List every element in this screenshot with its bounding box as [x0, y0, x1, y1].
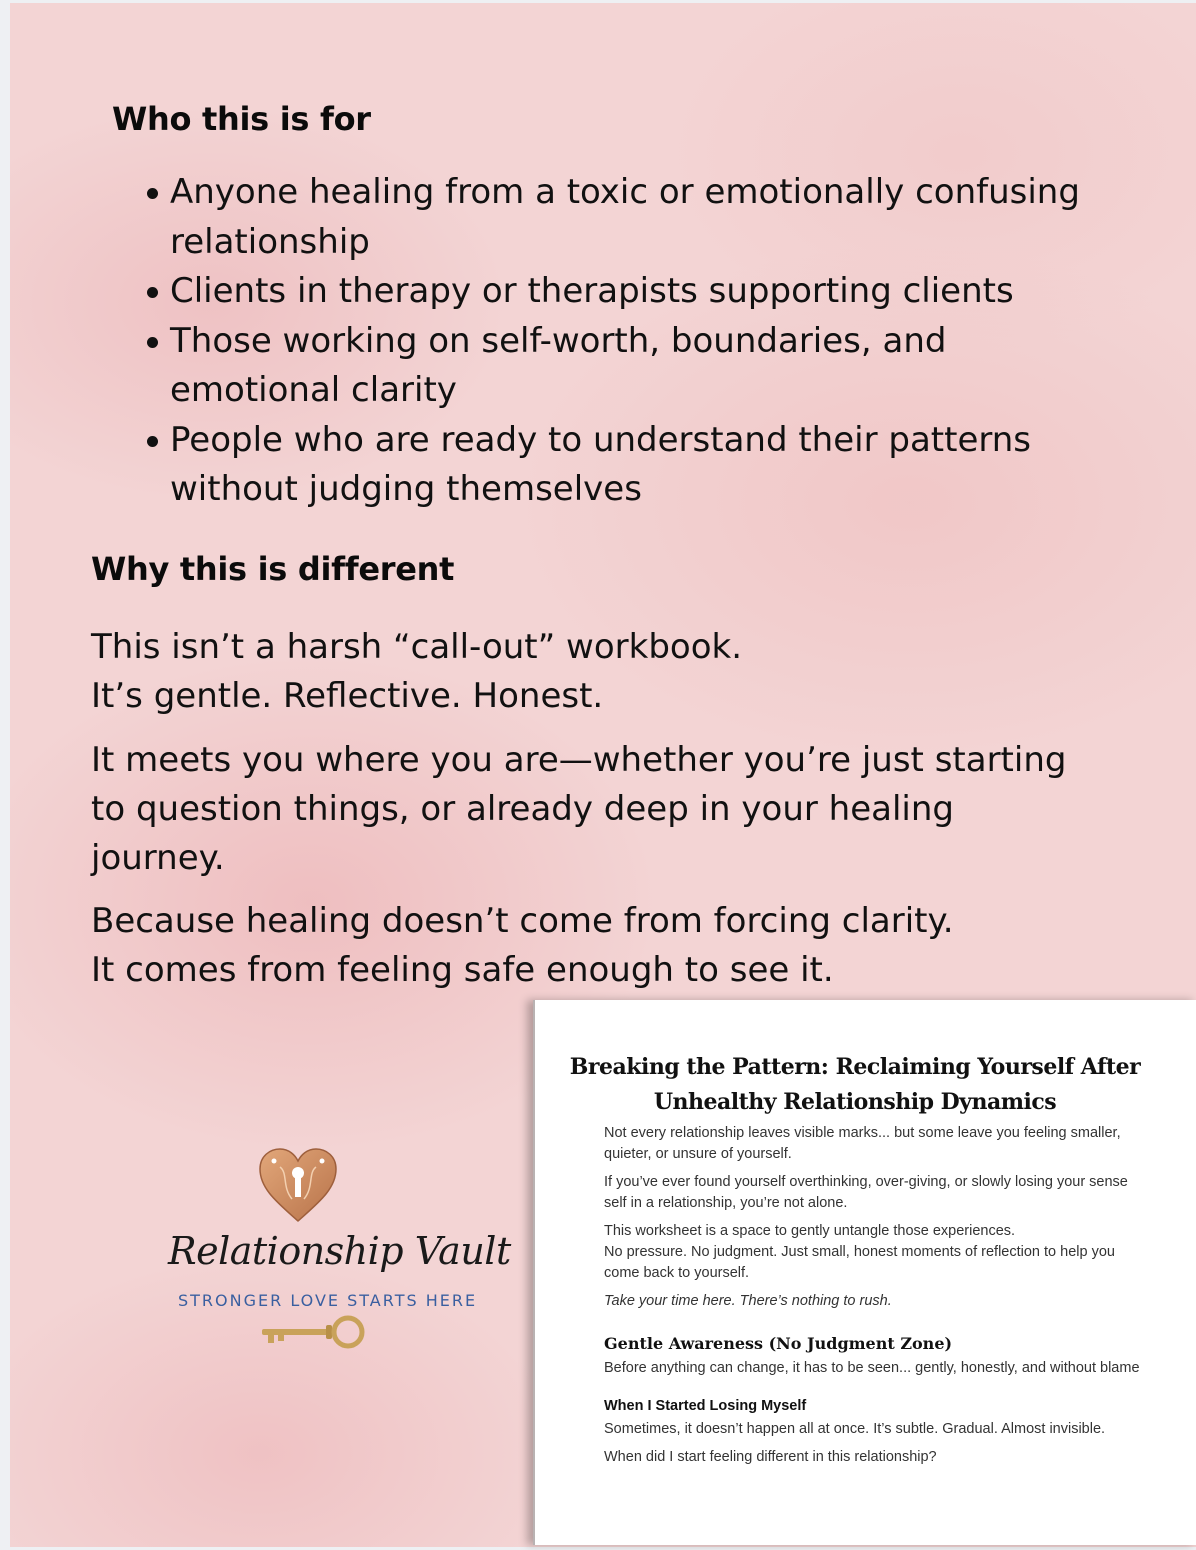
list-item: Anyone healing from a toxic or emotionally confusing relationship — [170, 168, 1130, 267]
heading-why-this-is-different: Why this is different — [91, 550, 455, 588]
worksheet-intro: If you’ve ever found yourself overthinking, over-giving, or slowly losing your sense self in a relationship, you’re not alone. — [604, 1174, 1128, 1211]
worksheet-sub-text: Sometimes, it doesn’t happen all at once. It’s subtle. Gradual. Almost invisible. — [604, 1421, 1106, 1437]
worksheet-question: When did I start feeling different in this relationship? — [604, 1449, 937, 1465]
brand-name: Relationship Vault — [168, 1229, 511, 1273]
worksheet-section-heading: Gentle Awareness (No Judgment Zone) — [604, 1334, 953, 1353]
key-icon — [260, 1311, 370, 1353]
list-item: Those working on self-worth, boundaries, and emotional clarity — [170, 317, 1130, 416]
list-item: Clients in therapy or therapists supporting clients — [170, 267, 1130, 317]
paragraph: This isn’t a harsh “call-out” workbook. It’s gentle. Reflective. Honest. — [91, 627, 743, 716]
worksheet-note: Take your time here. There’s nothing to rush. — [604, 1293, 892, 1309]
paragraph: It meets you where you are—whether you’re just starting to question things, or already deep in your healing journey. — [91, 740, 1067, 878]
worksheet-intro: This worksheet is a space to gently untangle those experiences. No pressure. No judgment. Just small, honest moments of reflection to help you come back to yourself. — [604, 1223, 1115, 1281]
bullet-icon — [147, 287, 158, 298]
list-item: People who are ready to understand their patterns without judging themselves — [170, 416, 1130, 515]
worksheet-section-text: Before anything can change, it has to be seen... gently, honestly, and without blame — [604, 1360, 1140, 1376]
brand-tagline: STRONGER LOVE STARTS HERE — [178, 1291, 478, 1310]
worksheet-title: Breaking the Pattern: Reclaiming Yourself After Unhealthy Relationship Dynamics — [569, 1054, 1141, 1115]
heart-keyhole-icon — [258, 1147, 338, 1223]
paragraph: Because healing doesn’t come from forcing clarity. It comes from feeling safe enough to see it. — [91, 901, 954, 990]
bullet-icon — [147, 188, 158, 199]
relationship-vault-logo — [150, 1143, 511, 1363]
worksheet-intro: Not every relationship leaves visible marks... but some leave you feeling smaller, quieter, or unsure of yourself. — [604, 1125, 1121, 1162]
worksheet-sub-heading: When I Started Losing Myself — [604, 1398, 807, 1414]
worksheet-preview — [533, 1000, 1196, 1545]
bullet-icon — [147, 436, 158, 447]
audience-list — [170, 168, 1130, 515]
heading-who-this-is-for: Who this is for — [112, 100, 371, 138]
bullet-icon — [147, 337, 158, 348]
